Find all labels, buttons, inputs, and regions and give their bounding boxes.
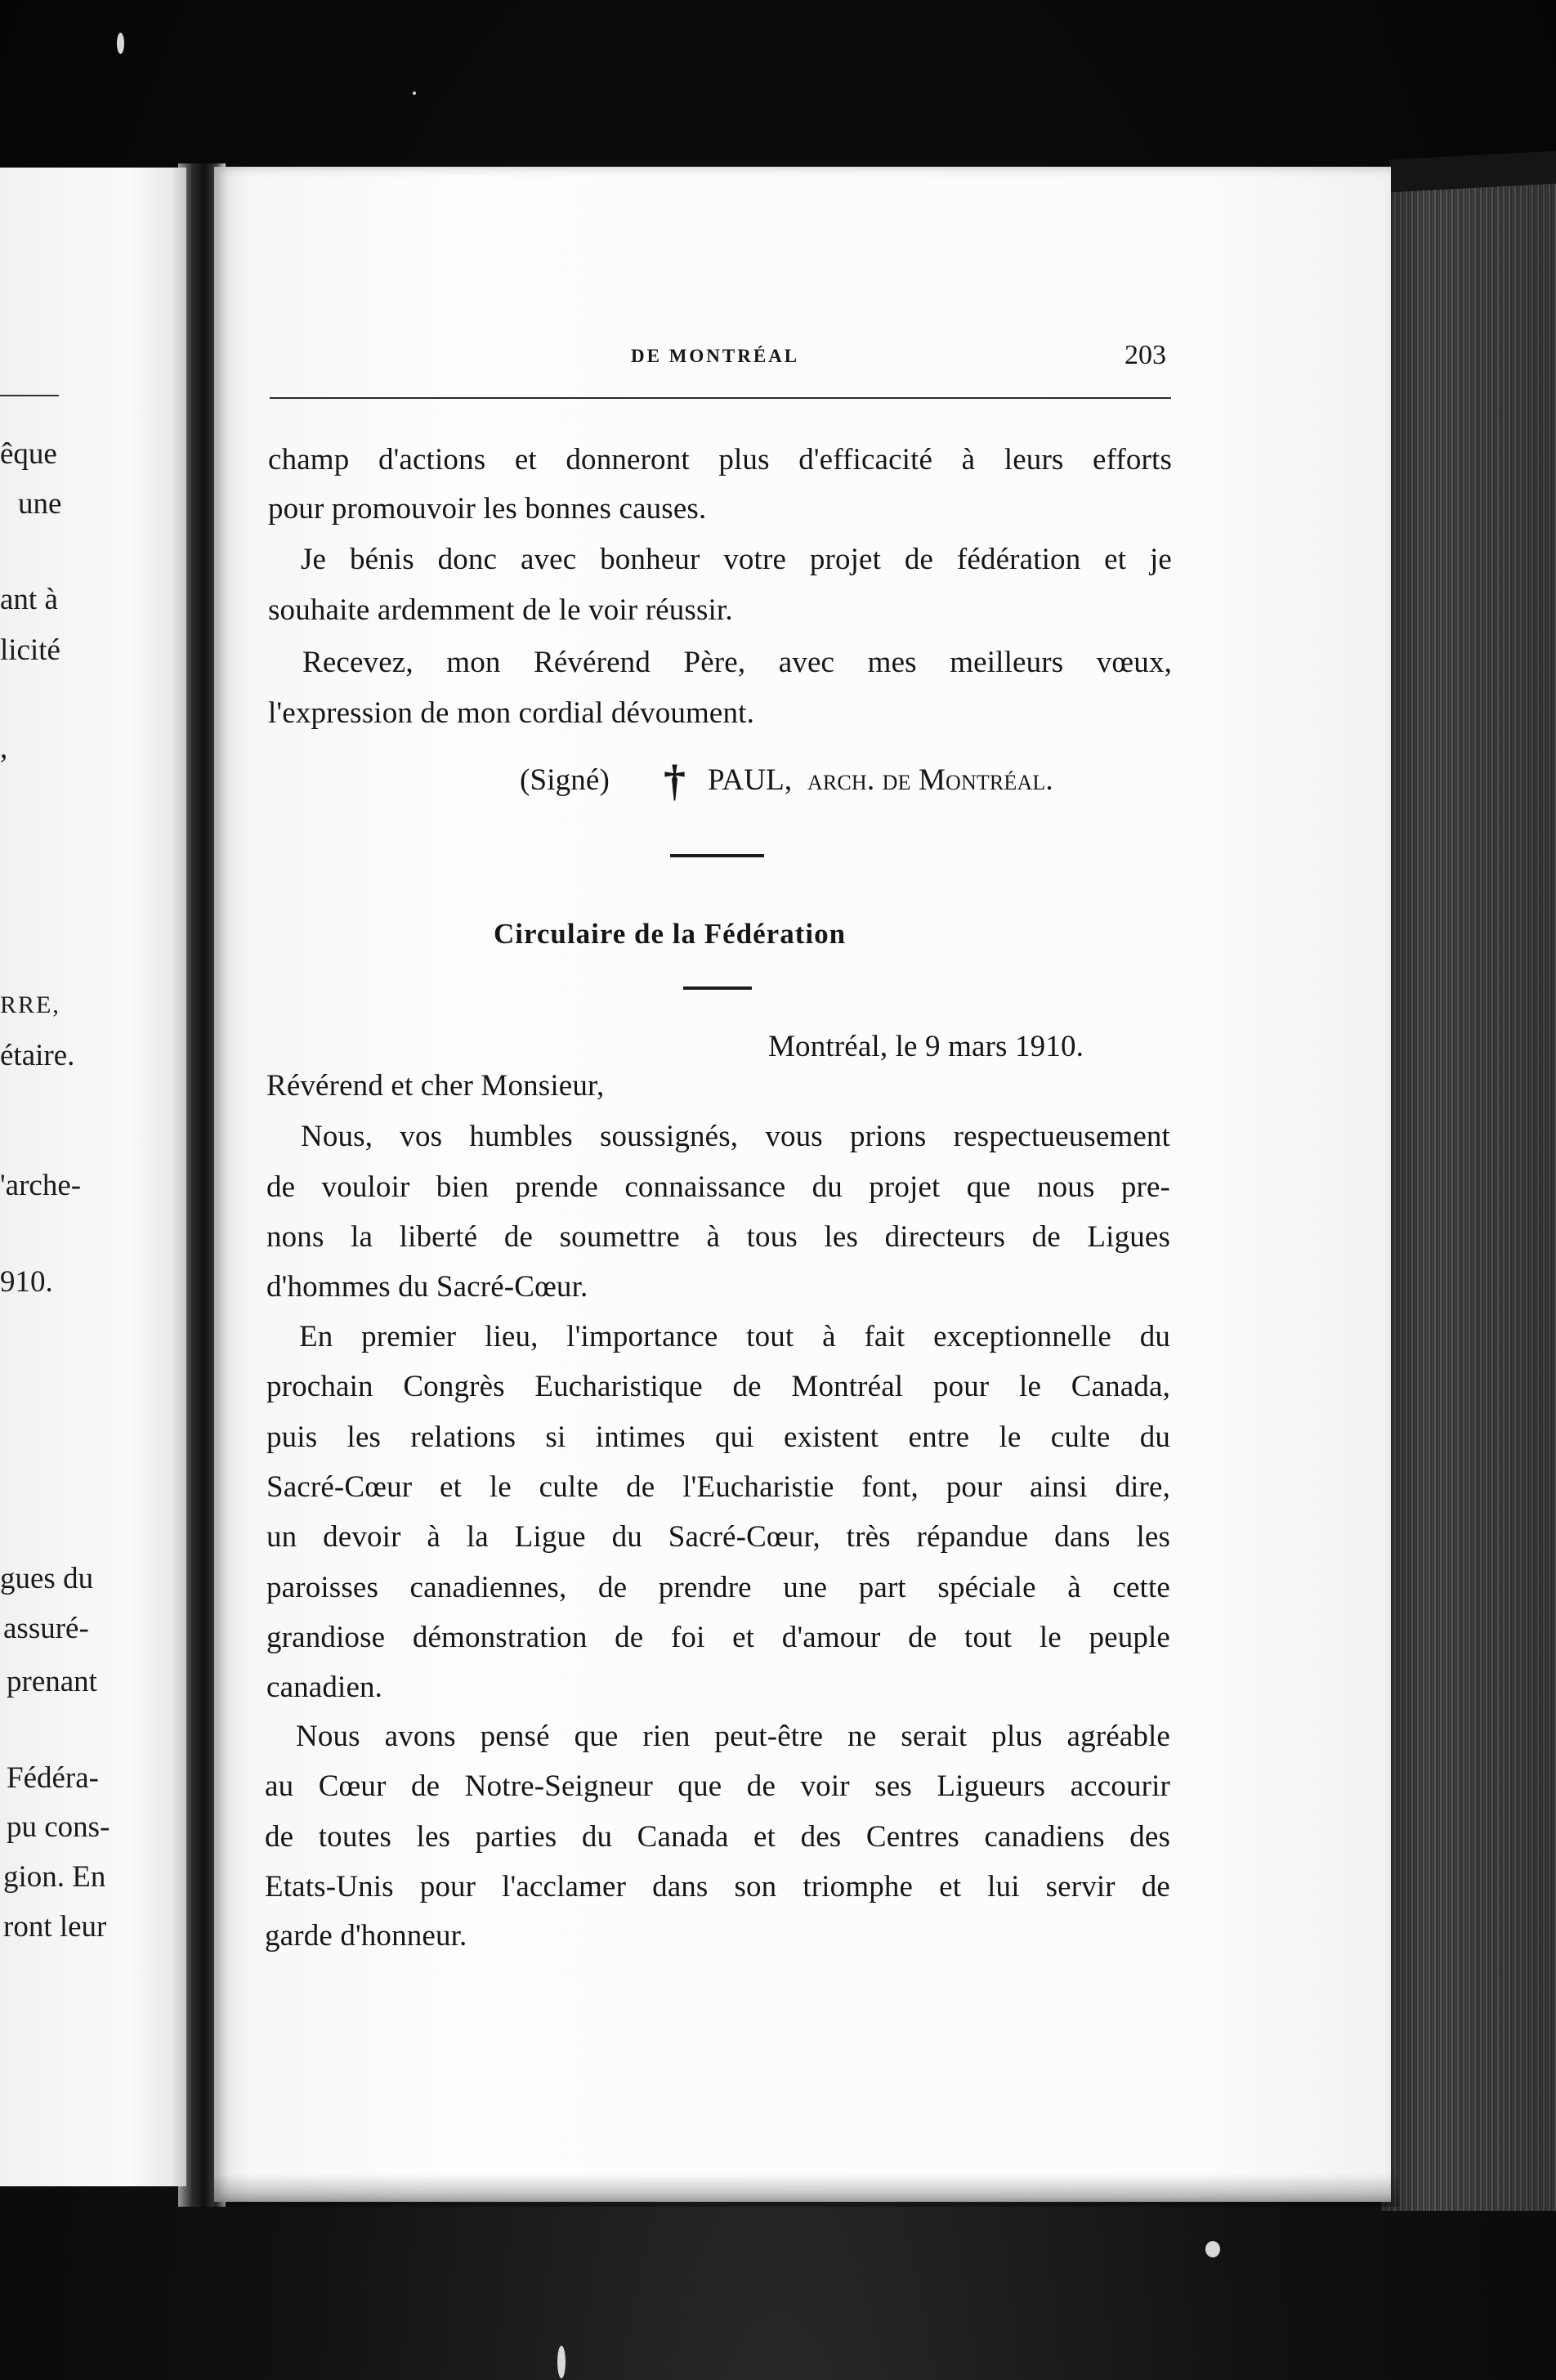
signature-title: arch. de Montréal.: [807, 763, 1053, 797]
left-page-fragment: gues du: [0, 1562, 94, 1595]
running-head: DE MONTRÉAL: [631, 346, 800, 366]
left-page-fragment: Fédéra-: [7, 1761, 99, 1795]
text-line: un devoir à la Ligue du Sacré-Cœur, très répandue dans les: [266, 1522, 1170, 1554]
left-page-fragment: ant à: [0, 583, 58, 616]
text-line: Sacré-Cœur et le culte de l'Eucharistie font, pour ainsi dire,: [266, 1472, 1170, 1504]
page-number: 203: [1125, 340, 1166, 370]
text-line: au Cœur de Notre-Seigneur que de voir ses Ligueurs accourir: [265, 1771, 1170, 1803]
text-line: Nous avons pensé que rien peut-être ne serait plus agréable: [296, 1721, 1170, 1753]
left-page-fragment: une: [18, 487, 62, 521]
text-line: puis les relations si intimes qui existent entre le culte du: [266, 1422, 1170, 1454]
left-page-fragment: RRE,: [0, 991, 60, 1018]
dust-speck: [413, 92, 416, 95]
text-line: pour promouvoir les bonnes causes.: [268, 492, 707, 526]
text-line: d'hommes du Sacré-Cœur.: [266, 1270, 588, 1304]
page-bottom-shadow: [214, 2174, 1399, 2207]
section-rule: [670, 854, 764, 857]
left-page: [0, 168, 186, 2186]
text-line: canadien.: [266, 1671, 383, 1704]
page-edges-shade: [1381, 172, 1556, 2211]
text-line: Etats-Unis pour l'acclamer dans son triomphe et lui servir de: [265, 1872, 1170, 1904]
dust-speck: [1205, 2241, 1220, 2257]
text-line: Nous, vos humbles soussignés, vous prions respectueusement: [301, 1121, 1170, 1153]
salutation: Révérend et cher Monsieur,: [266, 1069, 605, 1103]
left-page-fragment: 'arche-: [0, 1169, 82, 1202]
left-page-fragment: gion. En: [3, 1860, 106, 1894]
left-page-fragment: 910.: [0, 1265, 53, 1299]
left-page-fragment: pu cons-: [7, 1810, 110, 1844]
left-head-rule: [0, 395, 59, 396]
cross-icon: †: [664, 756, 686, 805]
text-line: En premier lieu, l'importance tout à fait exceptionnelle du: [299, 1322, 1170, 1353]
left-page-fragment: ront leur: [3, 1910, 107, 1944]
text-line: prochain Congrès Eucharistique de Montréal pour le Canada,: [266, 1371, 1170, 1403]
header-rule: [270, 397, 1171, 399]
signature-prefix: (Signé): [520, 763, 610, 797]
text-line: grandiose démonstration de foi et d'amour de tout le peuple: [266, 1622, 1170, 1654]
text-line: l'expression de mon cordial dévoument.: [268, 696, 754, 730]
dust-speck: [117, 33, 124, 54]
left-page-fragment: prenant: [7, 1665, 97, 1698]
left-page-fragment: licité: [0, 633, 60, 667]
section-rule: [683, 986, 752, 990]
text-line: de vouloir bien prende connaissance du projet que nous pre-: [266, 1172, 1170, 1204]
dust-speck: [557, 2346, 566, 2378]
left-page-fragment: assuré-: [3, 1612, 89, 1645]
left-page-fragment: ,: [0, 731, 8, 765]
left-page-fragment: êque: [0, 437, 57, 471]
text-line: de toutes les parties du Canada et des Centres canadiens des: [265, 1822, 1170, 1854]
signature-name: PAUL,: [708, 763, 793, 797]
text-line: champ d'actions et donneront plus d'efficacité à leurs efforts: [268, 445, 1172, 476]
dateline: Montréal, le 9 mars 1910.: [768, 1030, 1084, 1063]
text-line: Recevez, mon Révérend Père, avec mes meilleurs vœux,: [302, 647, 1172, 679]
text-line: nons la liberté de soumettre à tous les directeurs de Ligues: [266, 1222, 1170, 1254]
text-line: souhaite ardemment de le voir réussir.: [268, 593, 733, 627]
text-line: paroisses canadiennes, de prendre une part spéciale à cette: [266, 1572, 1170, 1604]
left-page-fragment: étaire.: [0, 1039, 75, 1072]
text-line: garde d'honneur.: [265, 1919, 467, 1953]
section-title: Circulaire de la Fédération: [494, 918, 847, 950]
text-line: Je bénis donc avec bonheur votre projet de fédération et je: [301, 544, 1172, 576]
